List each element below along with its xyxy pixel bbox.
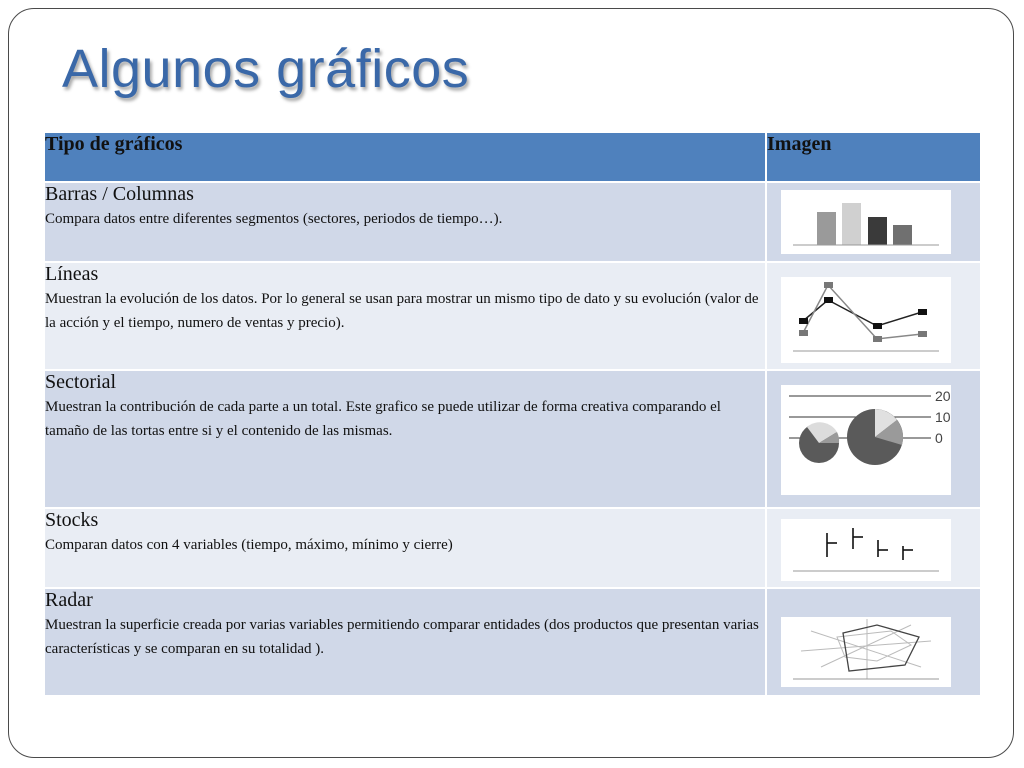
slide-title: Algunos gráficos — [62, 39, 470, 99]
table-row — [44, 508, 981, 588]
table-row — [44, 182, 981, 262]
row-image-cell — [766, 262, 981, 370]
table-row — [44, 588, 981, 696]
row-description-cell — [44, 370, 766, 508]
table-header-row — [44, 132, 981, 182]
pie-axis-label: 10 — [935, 409, 951, 425]
row-description-cell — [44, 508, 766, 588]
radar-chart-icon — [781, 617, 951, 687]
chart-type-name: Sectorial — [45, 371, 117, 393]
row-image-cell — [766, 508, 981, 588]
chart-type-description: Comparan datos con 4 variables (tiempo, máximo, mínimo y cierre) — [45, 537, 453, 553]
chart-types-table — [43, 131, 982, 697]
row-image-cell — [766, 588, 981, 696]
chart-type-description: Muestran la evolución de los datos. Por lo general se usan para mostrar un mismo tipo de dato y su evolución (valor de la acción y el tiempo, numero de ventas y precio). — [45, 291, 759, 331]
table-row — [44, 370, 981, 508]
table-row — [44, 262, 981, 370]
row-description-cell — [44, 588, 766, 696]
chart-type-name: Stocks — [45, 509, 99, 531]
row-description-cell — [44, 182, 766, 262]
chart-type-name: Líneas — [45, 263, 99, 285]
row-image-cell — [766, 182, 981, 262]
line-chart-icon — [781, 277, 951, 363]
stock-chart-icon — [781, 519, 951, 581]
pie-chart-icon — [781, 385, 951, 495]
chart-type-description: Muestran la superficie creada por varias variables permitiendo comparar entidades (dos productos que presentan varias características y se comparan en su totalidad ). — [45, 617, 759, 657]
header-chart-type: Tipo de gráficos — [44, 132, 766, 182]
chart-type-name: Radar — [45, 589, 93, 611]
pie-axis-label: 20 — [935, 388, 951, 404]
header-image: Imagen — [766, 132, 981, 182]
chart-type-description: Muestran la contribución de cada parte a un total. Este grafico se puede utilizar de forma creativa comparando el tamaño de las tortas entre si y el contenido de las mismas. — [45, 399, 721, 439]
row-image-cell — [766, 370, 981, 508]
pie-axis-label: 0 — [935, 430, 943, 446]
chart-type-name: Barras / Columnas — [45, 183, 194, 205]
bar-chart-icon — [781, 190, 951, 254]
chart-type-description: Compara datos entre diferentes segmentos (sectores, periodos de tiempo…). — [45, 211, 503, 227]
row-description-cell — [44, 262, 766, 370]
